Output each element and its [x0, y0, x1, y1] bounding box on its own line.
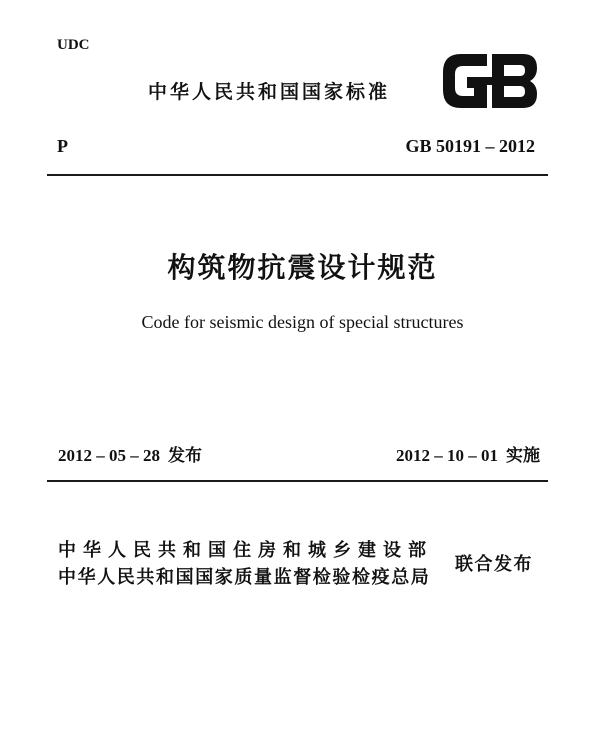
header-rule	[47, 174, 548, 176]
gb-logo	[440, 50, 540, 112]
standard-number: GB 50191 – 2012	[405, 136, 535, 156]
joint-issue-label: 联合发布	[455, 554, 533, 575]
date-rule	[47, 480, 548, 482]
standard-type: 中华人民共和国国家标准	[148, 81, 391, 103]
implementation-date: 2012 – 10 – 01	[396, 446, 498, 465]
implementation-date-block	[396, 446, 540, 466]
issue-date: 2012 – 05 – 28	[58, 446, 160, 465]
category-code: P	[57, 136, 68, 156]
udc-label: UDC	[57, 37, 90, 53]
issue-date-block	[58, 446, 202, 466]
issue-label: 发布	[168, 446, 202, 466]
issuer-aqsiq: 中华人民共和国国家质量监督检验检疫总局	[58, 567, 431, 588]
issuer-ministry: 中华人民共和国住房和城乡建设部	[58, 540, 433, 561]
title-english: Code for seismic design of special structures	[141, 312, 464, 332]
title-chinese: 构筑物抗震设计规范	[167, 251, 438, 284]
implementation-label: 实施	[506, 446, 540, 466]
